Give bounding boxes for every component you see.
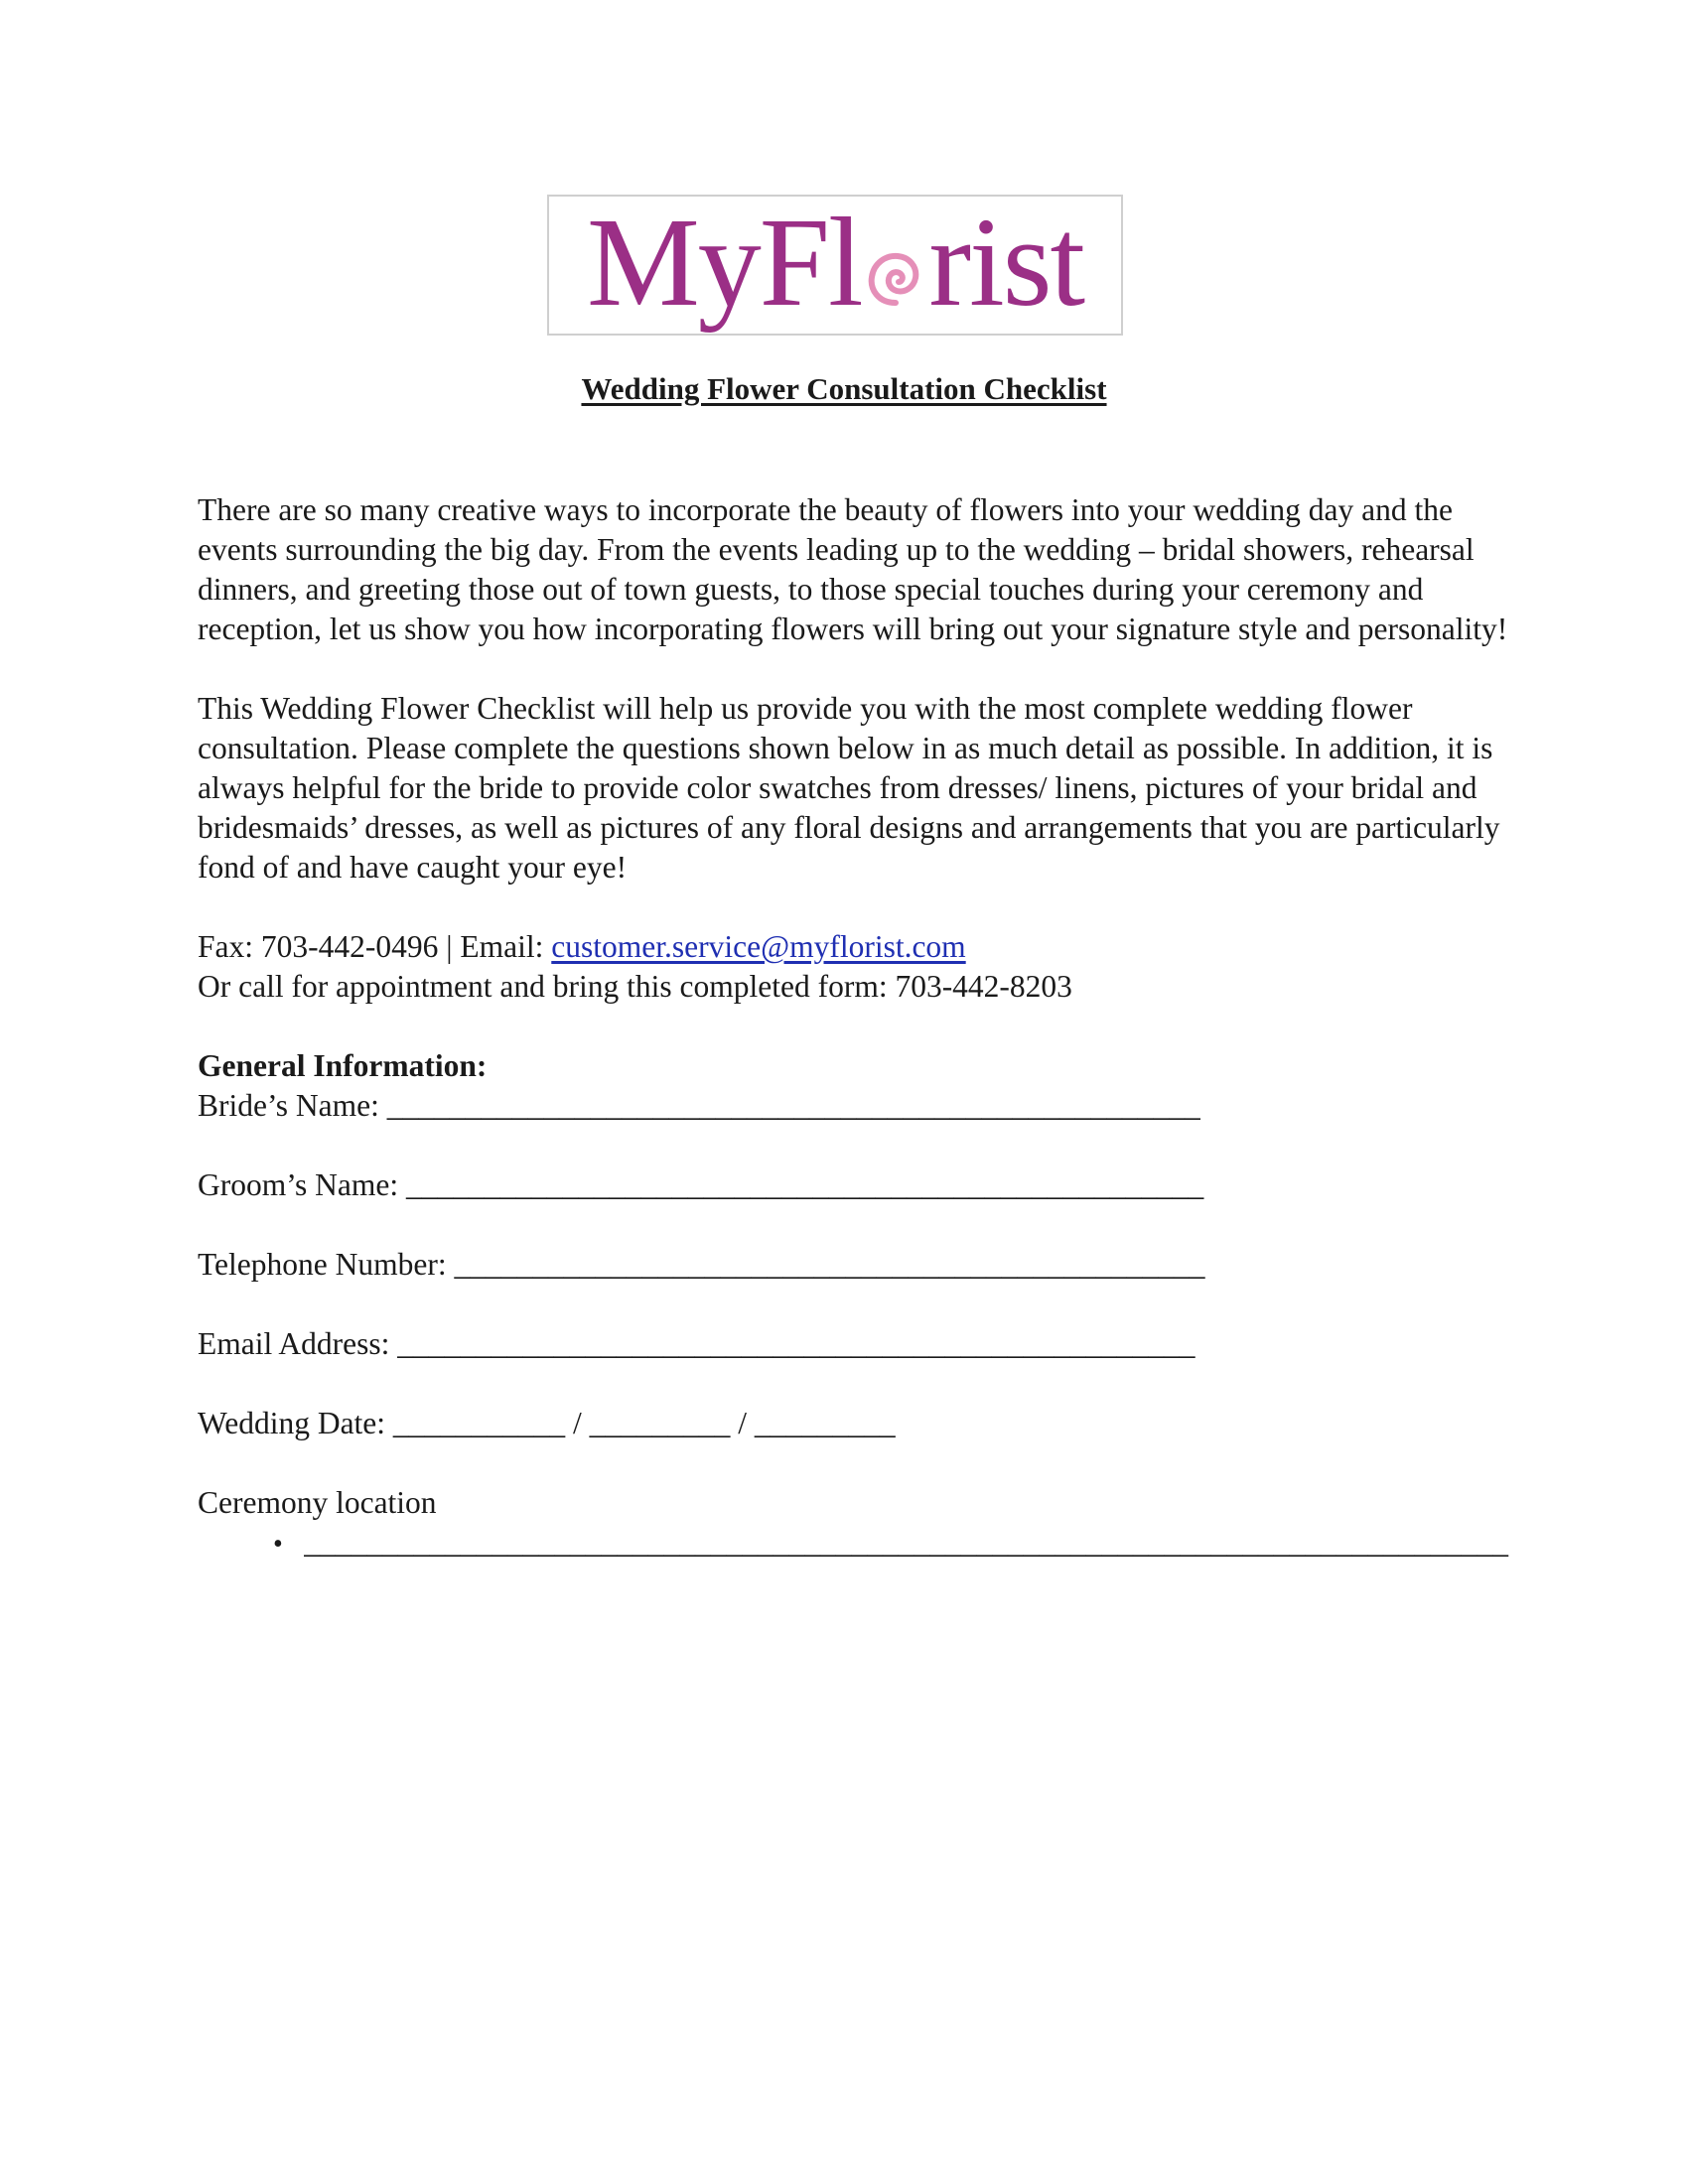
myflorist-logo [547,192,1123,336]
ceremony-location-item[interactable] [273,1523,1508,1565]
intro-paragraph: There are so many creative ways to incorporate the beauty of flowers into your wedding day and the events surrounding the big day. From the events leading up to the wedding – bridal showers, rehearsal dinners, and greeting those out of town guests, to those special touches during your ceremony and reception, let us show you how incorporating flowers will bring out your signature style and personality! [198,492,1508,646]
email-address-field[interactable]: Email Address: ___________________________________________________ [198,1326,1196,1361]
wedding-date-field[interactable]: Wedding Date: ___________ / _________ / _________ [198,1406,896,1440]
logo-text-start: MyFl [586,192,862,333]
fax-email-line [198,927,1508,967]
swirl-icon [864,245,927,309]
logo-wordmark [586,192,1084,333]
brides-name-field[interactable]: Bride’s Name: ____________________________________________________ [198,1088,1200,1123]
document-body [198,490,1508,1565]
ceremony-location-label: Ceremony location [198,1485,437,1520]
telephone-field[interactable]: Telephone Number: ________________________________________________ [198,1247,1205,1282]
general-information-heading: General Information: [198,1048,488,1083]
logo-text-end: rist [928,192,1084,333]
document-title: Wedding Flower Consultation Checklist [581,371,1107,406]
ceremony-location-blank[interactable]: _____________________________________________________________________________ [304,1525,1508,1560]
bullet-icon: • [273,1529,283,1560]
instructions-paragraph: This Wedding Flower Checklist will help us provide you with the most complete wedding flower consultation. Please complete the questions shown below in as much detail as possible. In addition, it is always helpful for the bride to provide color swatches from dresses/ linens, pictures of your bridal and bridesmaids’ dresses, as well as pictures of any floral designs and arrangements that you are particularly fond of and have caught your eye! [198,691,1500,885]
fax-text: Fax: 703-442-0496 | Email: [198,929,552,964]
grooms-name-field[interactable]: Groom’s Name: ___________________________________________________ [198,1167,1204,1202]
appointment-line: Or call for appointment and bring this completed form: 703-442-8203 [198,969,1072,1004]
email-link[interactable]: customer.service@myflorist.com [551,929,966,964]
